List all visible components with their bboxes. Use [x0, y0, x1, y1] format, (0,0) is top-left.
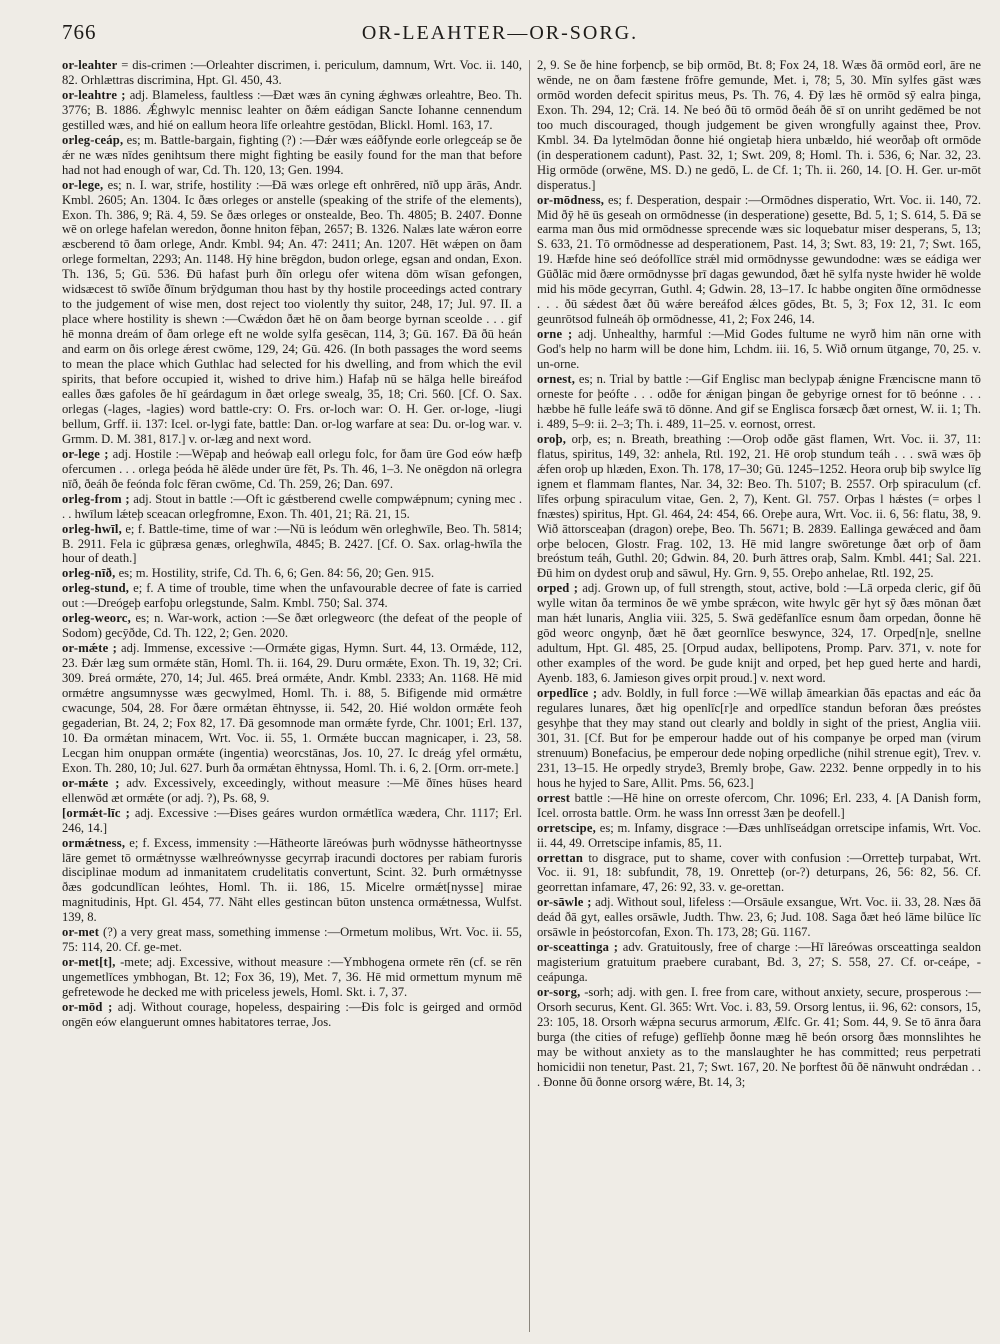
headword: orleg-hwīl,: [62, 521, 122, 536]
headword: orleg-ceáp,: [62, 132, 124, 147]
dictionary-entry: [537, 686, 981, 791]
dictionary-entry: [62, 566, 522, 581]
headword: or-met: [62, 925, 100, 940]
dictionary-entry: [62, 806, 522, 836]
headword: [ormǽt-līc ;: [62, 805, 131, 820]
entry-text: e; f. A time of trouble, time when the unfavourable decree of fate is carried out :—Dreógeþ earfoþu orlegstunde, Salm. Kmbl. 750; Sal. 374.: [62, 581, 522, 611]
dictionary-entry: [537, 327, 981, 372]
headword: or-leahtre ;: [62, 87, 126, 102]
dictionary-entry: [62, 522, 522, 567]
column-divider: [529, 60, 530, 1332]
entry-text: e; f. Excess, immensity :—Hātheorte lāreówas þurh wōdnysse hātheortnysse lāre gemet tō ormǽtnysse wælhreównysse gecyrraþ iracundi doctores per rabiam furoris disciplinae modum ad inmanitatem crudelitatis convertunt, Scint. 32. Þurh ormǽtnysse ðæs godcundlīcan leóhtes, Homl. Th. ii. 186, 15. Micelre ormǽt[nysse] mirae magnitudinis, Hpt. Gl. 454, 77. Nāht elles gestincan būton unstenca ormǽtnessa, Wulfst. 139, 8.: [62, 835, 522, 925]
dictionary-entry: [537, 193, 981, 328]
dictionary-entry: [62, 88, 522, 133]
headword: orne ;: [537, 327, 573, 342]
entry-text: es; n. War-work, action :—Se ðæt orlegweorc (the defeat of the people of Sodom) gecȳðde, Cd. Th. 122, 2; Gen. 2020.: [62, 611, 522, 641]
entry-text: es; n. I. war, strife, hostility :—Ðā wæs orlege eft onhrēred, nīð upp ārās, Andr. Kmbl. 2605; An. 1304. Ic ðæs orleges or anstelle (speaking of the strife of the elements), Exon. Th. 386, 9; Rä. 4, 59. Se ðæs orleges or onstealde, Beo. Th. 4805; B. 2407. Ðonne wē on orlege hafelan weredon, ðonne hniton fēþan, 2657; B. 1326. Nalæs late wǽron eorre æscberend tō ðam orlege, Andr. Kmbl. 94; An. 47: 2411; An. 1207. Hēt wǽpen on ðam orlege formeltan, 2293; An. 1148. Hȳ hine brēgdon, budon orlege, egsan and ondan, Exon. Th. 136, 5; Gū. 536. Ðū hafast þurh ðīn orlegu ofer witena dōm wīsan gefongen, widsæcest tō swīðe ðīnum brȳdguman thou hast by thy hostile proceedings acted contrary to the judgement of wise men, dost reject too violently thy suitor, 248, 17; Jul. 97. II. a place where hostility is shewn :—Cwǽdon ðæt hē on ðam beorge byrnan sceolde . . . gif hē monna dreám of ðam orlege eft ne wolde sylfa gesēcan, 114, 3; Gū. 167. Ðā ðū heán and earm on ðis orlege ǽrest cwōme, 129, 24; Gū. 426. (In both passages the word seems to mean the place which Guthlac had selected for his dwelling, and from which the evil spirits, that before occupied it, wished to drive him.) Hafaþ nū se hālga helle bireáfod ealles ðæs gafoles ðe hī geárdagum in ðæt orlege swealg, 35, 18; Cri. 560. [Cf. O. Sax. orlegas (-lages, -lagies) word battle-cry: O. Frs. or-loch war: O. H. Ger. or-loge, -liugi bellum, Grff. ii. 137: Icel. or-lygi fate, battle: Dan. or-log warfare at sea: Du. or-log war. v. Grmm. D. M. 381, 817.] v. or-læg and next word.: [62, 177, 522, 446]
headword: orretscipe,: [537, 820, 596, 835]
headword: or-leahter: [62, 58, 118, 72]
dictionary-entry: [537, 432, 981, 582]
entry-text: adv. Gratuitously, free of charge :—Hī lāreówas orsceattinga sealdon magisterium gratuitum praebere curabant, Bd. 3, 27; S. 558, 27. Cf. or-ceápe, -ceápunga.: [537, 940, 981, 985]
entry-text: orþ, es; n. Breath, breathing :—Oroþ odðe gāst flamen, Wrt. Voc. ii. 37, 11: flatus, spiritus, 149, 32: anhela, Rtl. 192, 21. Hē oroþ stundum teáh . . . swā wæs ōþ ǽfen oroþ up hlæden, Exon. Th. 178, 17–30; Gū. 1245–1252. Heora oruþ biþ swylce līg ignem et flammam flantes, Nar. 34, 32: Beo. Th. 5107; B. 2557. Orþ spiraculum (cf. līfes orþung spiraculum vitae, Gen. 2, 7), Kent. Gl. 757. Orþas l hǽstes (= orþes l fnæstes) spiritus, Hpt. Gl. 464, 24: 454, 66. Oreþe aura, Wrt. Voc. ii. 6, 56: flatu, 38, 9. Wið āttorsceaþan (dragon) oreþe, Beo. Th. 5671; B. 2839. Eallinga gewǽced and ðam orþe belocen, Glostr. Frag. 102, 13. Hē mid langre swōretunge ðæt orþ of ðam breóstum teáh, Guthl. 20; Gdwin. 84, 20. Þurh āttres oraþ, Salm. Kmbl. 441; Sal. 221. Ðū him on dydest oruþ and sāwul, Hy. Grn. 9, 55. Oreþo anhelae, Rtl. 192, 25.: [537, 431, 981, 581]
dictionary-entry: [62, 492, 522, 522]
entry-text: adj. Without courage, hopeless, despairing :—Ðis folc is geirged and ormōd ongēn eów elanguerunt omnes habitatores terrae, Jos.: [62, 1000, 522, 1029]
headword: or-mǽte ;: [62, 641, 117, 656]
entry-text: adv. Excessively, exceedingly, without measure :—Mē ðīnes hūses heard ellenwōd æt ormǽte (or adj. ?), Ps. 68, 9.: [62, 775, 522, 805]
dictionary-entry: [62, 611, 522, 641]
headword: orrettan: [537, 850, 584, 865]
entry-text: es; f. Desperation, despair :—Ormōdnes disperatio, Wrt. Voc. ii. 140, 72. Mid ðȳ hē ūs geseah on ormōdnesse (in desperatione) gesette, Bd. 5, 1; S. 614, 5. Ðā se earma man ðus mid ormōdnesse sprecende wæs sic loquebatur miser desperans, 5, 13; S. 633, 21. Tō ormōdnesse ad desperationem, Past. 14, 3; Swt. 83, 19: 21, 7; Swt. 165, 19. Hæfde hine seó deófollīce strǽl mid ormōdnysse gewundodne: wæs se eádiga wer Gūðlāc mid ðære ormōdnysse þrī dagas gewundod, ðæt hē sylfa nyste hwider hē wolde mid his mōde gecyrran, Guthl. 4; Gdwin. 28, 13–17. Ic habbe ongiten ðīne ormōdnesse . . . ðū sǽdest ðæt ðū wǽre bereáfod ǽlces gōdes, Bt. 5, 3; Fox 12, 31. Ic eom geunrōtsod fulneáh ōþ ormōdnesse, 41, 2; Fox 246, 14.: [537, 192, 981, 327]
headword: or-mōdness,: [537, 192, 605, 207]
dictionary-entry: [537, 372, 981, 432]
headword: or-sorg,: [537, 985, 581, 1000]
entry-text: adj. Excessive :—Ðises geáres wurdon ormǽtlīca wædera, Chr. 1117; Erl. 246, 14.]: [62, 805, 522, 835]
headword: orleg-from ;: [62, 491, 130, 506]
entry-text: -sorh; adj. with gen. I. free from care, without anxiety, secure, prosperous :—Orsorh securus, Kent. Gl. 365: Wrt. Voc. i. 83, 59. Orsorg lentus, ii. 96, 62: consors, 15, 23: 105, 18. Orsorh wǽpna securus armorum, Ælfc. Gr. 41; Som. 44, 9. Se tō ānra ðara burga (the cities of refuge) geflīehþ ðonne mæg hē beón orsorg ðæs monnslihtes he may be without anxiety as to the manslaughter he has committed; reus perpetrati homicidii non tenetur, Past. 21, 7; Swt. 167, 20. Ne þorftest ðū ðē nānwuht ondrǽdan . . . Ðonne ðū ðonne orsorg wǽre, Bt. 14, 3;: [537, 985, 981, 1089]
entry-text: 2, 9. Se ðe hine forþencþ, se biþ ormōd, Bt. 8; Fox 24, 18. Wæs ðā ormōd eorl, āre ne wēnde, ne on ðam fæstene frōfre gemunde, Met. i, 78; 5, 30. Mīn sylfes gāst wæs ormōd worden defecit spiritus meus, Ps. Th. 76, 4. Ðȳ læs hē ormōd sȳ ealra þinga, Exon. Th. 294, 12; Crä. 14. Ne beó ðū tō ormōd ðeáh ðē sī on unriht gedēmed be not too much discouraged, though judgement be given wrongfully against thee, Prov. Kmbl. 34. Ða lytelmōdan ðonne hié ongietaþ hiera unbældo, hié weorðaþ oft ormōde (in desperationem cadunt), Past. 32, 1; Swt. 209, 8; Homl. Th. i. 536, 6; Nar. 32, 23. Hig ormōde (orwēne, MS. D.) ne gedō, L. de Cf. 1; Th. ii. 260, 14. [O. H. Ger. ur-mōt disperatus.]: [537, 58, 981, 192]
entry-text: es; n. Trial by battle :—Gif Englisc man beclypaþ ǽnigne Frænciscne mann tō orneste for þeófte . . . odðe for ǽnigan þingan ðe gebyrige ornest for tō beónne . . . hæbbe hē fulle leáfe swā tō dōnne. And gif se Englisca forsæcþ ðæt ornest, W. ii. 1; Th. i. 489, 5–9: ii. 2–3; Th. i. 489, 11–25. v. eornost, orrest.: [537, 372, 981, 431]
entry-text: es; m. Infamy, disgrace :—Ðæs unhlīseádgan orretscipe infamis, Wrt. Voc. ii. 44, 49. Orretscipe infamis, 85, 11.: [537, 820, 981, 850]
entry-text: -mete; adj. Excessive, without measure :—Ymbhogena ormete rēn (cf. se rēn ungemetlīces ymbhogan, Bt. 12; Fox 36, 19), Met. 7, 36. Hē mid ormettum mynum mē gefretewode he decked me with priceless jewels, Homl. Skt. i. 7, 37.: [62, 955, 522, 1000]
entry-text: adj. Unhealthy, harmful :—Mid Godes fultume ne wyrð him nān orne with God's help no harm will be done him, Lchdm. iii. 16, 5. Wið ornum ūtgange, 70, 25. v. un-orne.: [537, 327, 981, 372]
headword: orpedlīce ;: [537, 686, 598, 701]
dictionary-entry: [62, 447, 522, 492]
dictionary-entry: [537, 940, 981, 985]
headword: or-lege ;: [62, 446, 109, 461]
dictionary-entry: [537, 581, 981, 686]
headword: or-sceattinga ;: [537, 940, 619, 955]
dictionary-entry: [537, 821, 981, 851]
running-head: OR-LEAHTER—OR-SORG.: [361, 22, 639, 44]
entry-text: to disgrace, put to shame, cover with confusion :—Orretteþ turpabat, Wrt. Voc. ii. 91, 18: subfundit, 78, 19. Onretteþ (or-?) deturpans, 26, 56: 82, 56. Cf. georrettan infamare, 47, 26: 92, 33. v. ge-orettan.: [537, 850, 981, 895]
left-column: [62, 58, 522, 1328]
headword: orped ;: [537, 581, 579, 596]
headword: oroþ,: [537, 431, 567, 446]
entry-text: adj. Without soul, lifeless :—Orsāule exsangue, Wrt. Voc. ii. 33, 28. Næs ðā deád ðā gyt, ealles orsāwle, Judth. Thw. 23, 6; Jud. 108. Saga ðæt heó lāme bilūce līc orsāwle in þeóstorcofan, Exon. Th. 173, 28; Gū. 1167.: [537, 895, 981, 940]
dictionary-entry: [62, 133, 522, 178]
entry-text: (?) a very great mass, something immense :—Ormetum molibus, Wrt. Voc. ii. 55, 75: 114, 20. Cf. ge-met.: [62, 925, 522, 955]
dictionary-entry: [62, 178, 522, 447]
entry-text: adj. Blameless, faultless :—Ðæt wæs ān cyning ǽghwæs orleahtre, Beo. Th. 3776; B. 1886. Ǽghwylc mennisc leahter on ðǽm eádigan Sancte Iohanne cennendum gestilled wæs, and hié on eallum heora līfe orleahtre gestōdan, Blickl. Homl. 163, 17.: [62, 87, 522, 132]
entry-text: adj. Hostile :—Wēpaþ and heówaþ eall orlegu folc, for ðam ūre God eów hæfþ ofercumen . . . orlega þeóda hē ālēde under ūre fēt, Ps. Th. 46, 1–3. Ne onēgdon nā orlegra nīð, ðeáh ðe feónda folc fēran cwōme, Cd. Th. 259, 26; Dan. 697.: [62, 446, 522, 491]
entry-text: adj. Immense, excessive :—Ormǽte gigas, Hymn. Surt. 44, 13. Ormǽde, 112, 23. Ðǽr læg sum ormǽte stān, Homl. Th. ii. 164, 29. Duru ormǽte, Exon. Th. 19, 32; Cri. 309. Þreá ormǽte, 270, 14; Jul. 465. Þreá ormǽte, Andr. Kmbl. 2333; An. 1168. Hē mid ormǽtre angsumnysse wæs gecwylmed, Homl. Th. i. 88, 5. Bifigende mid ormǽtre cwacunge, 504, 28. For ðære ormǽtan ēhtnysse, ii. 542, 20. Hié woldon ormǽte feoh gegaderian, Bt. 24, 2; Fox 82, 17. Ðā gesomnode man ormǽte fyrde, Chr. 1001; Erl. 137, 10. Ða ormǽtan minacem, Wrt. Voc. ii. 55, 1. Ormǽte buccan magnicaper, i. 23, 58. Lecgan him onuppan ormǽte (ingentia) weorcstānas, Jos. 10, 27. Ic dreág yfel ormǽtu, Exon. Th. 280, 10; Jul. 627. Þurh ða ormǽtan ēhtnyssa, Homl. Th. i. 6, 2. [Orm. orr-mete.]: [62, 641, 522, 775]
entry-text: e; f. Battle-time, time of war :—Nū is leódum wēn orleghwīle, Beo. Th. 5814; B. 2911. Fela ic gūþræsa genæs, orleghwīla, 4845; B. 2427. [Cf. O. Sax. orlag-hwīla the hour of death.]: [62, 521, 522, 566]
dictionary-entry: [537, 985, 981, 1090]
dictionary-entry: [62, 58, 522, 88]
dictionary-entry: [62, 641, 522, 776]
entry-text: adj. Stout in battle :—Oft ic gǽstberend cwelle compwǽpnum; cyning mec . . . hwīlum lǽteþ sceacan orlegfromne, Exon. Th. 401, 21; Rä. 21, 15.: [62, 491, 522, 521]
dictionary-entry: [62, 836, 522, 926]
dictionary-entry: [62, 955, 522, 1000]
headword: or-mōd ;: [62, 1000, 113, 1015]
headword: orrest: [537, 790, 571, 805]
dictionary-entry: [62, 925, 522, 955]
dictionary-entry: [537, 791, 981, 821]
headword: or-mǽte ;: [62, 775, 120, 790]
headword: ormǽtness,: [62, 835, 126, 850]
dictionary-entry: [62, 1000, 522, 1030]
dictionary-entry: [62, 776, 522, 806]
headword: or-met[t],: [62, 955, 116, 970]
headword: orleg-weorc,: [62, 611, 131, 626]
headword: orleg-nīð,: [62, 566, 116, 581]
dictionary-entry: [62, 581, 522, 611]
entry-text: adj. Grown up, of full strength, stout, active, bold :—Lā orpeda cleric, gif ðū wylle witan ða terminos ðe wē ymbe sprǽcon, wite hwylc gēr hyt sȳ ðæs mōnan ðæt man hǽt lunaris, Anglia viii. 325, 5. Swā gedēfanlīce esnum ðam orpedan, ðonne hē gōd weorc ongynþ, ðæt hē ðæt geornlīce beswynce, 324, 17. Orped[n]e, snellne adultum, Hpt. Gl. 485, 25. [Orpud audax, bellipotens, Promp. Parv. 371, v. note for other examples of the word. Þe gude knijt and orped, þet hep gued herte and hardi, Ayenb. 183, 6. Jamieson gives orpit proud.] v. next word.: [537, 581, 981, 686]
entry-text: es; m. Hostility, strife, Cd. Th. 6, 6; Gen. 84: 56, 20; Gen. 915.: [118, 566, 435, 581]
entry-text: = dis-crimen :—Orleahter discrimen, i. periculum, damnum, Wrt. Voc. ii. 140, 82. Orhlættras discrimina, Hpt. Gl. 450, 43.: [62, 58, 522, 87]
headword: or-lege,: [62, 177, 104, 192]
page-number: 766: [62, 20, 97, 44]
headword: orleg-stund,: [62, 581, 130, 596]
right-column: [537, 58, 981, 1328]
headword: or-sāwle ;: [537, 895, 592, 910]
dictionary-entry: [537, 851, 981, 896]
entry-text: adv. Boldly, in full force :—Wē willaþ āmearkian ðās epactas and eác ða regulares lunares, ðæt hig openlīc[r]e and orpedlīce standun beforan ðæs preóstes gesyhþe that they may stand out clearly and boldly in sight of the priest, Anglia viii. 301, 31. [Cf. But for þe emperour hadde out of his companye þe orped man (virum strenuum) Bonefacius, þe emperour dede noþing orpedliche (nihil strenue egit), Trev. v. 231, 13–15. He orpedly stryde3, Bremly broþe, Gaw. 2232. Þenne orppedly in to his hous he hyjed to Sare, Allit. Pms. 56, 623.]: [537, 686, 981, 790]
entry-text: es; m. Battle-bargain, fighting (?) :—Ðǽr wæs eáðfynde eorle orlegceáp se ðe ǽr ne wæs nīdes genihtsum there might fighting be easily found for the man that before had not had enough of war, Cd. Th. 120, 13; Gen. 1994.: [62, 132, 522, 177]
dictionary-entry: [537, 895, 981, 940]
headword: ornest,: [537, 372, 576, 387]
entry-text: battle :—Hē hine on orreste ofercom, Chr. 1096; Erl. 233, 4. [A Danish form, Icel. orrosta battle. Orm. he wass Inn orresst 3æn þe deofell.]: [537, 790, 981, 820]
dictionary-entry: [537, 58, 981, 193]
